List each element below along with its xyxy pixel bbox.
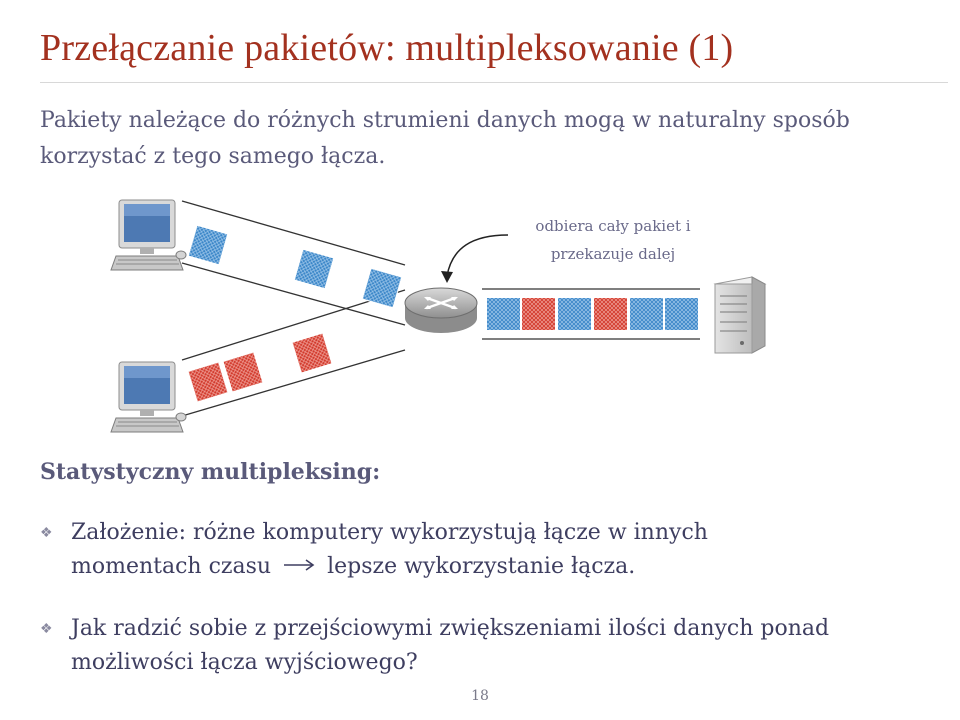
packet-red <box>594 298 627 330</box>
packet-blue <box>294 249 334 289</box>
multiplexing-diagram <box>0 190 960 450</box>
arrow-icon <box>447 235 508 276</box>
packet-blue <box>558 298 591 330</box>
lower-link-packets <box>188 333 332 402</box>
bullet-text-part3: lepsze wykorzystanie łącza. <box>327 554 636 579</box>
bullet-text-part2: momentach czasu <box>71 554 272 579</box>
bullet-text-part1: Założenie: różne komputery wykorzystują łącze w innych <box>71 520 708 545</box>
packet-red <box>188 362 228 402</box>
upper-link-packets <box>188 225 402 308</box>
implies-arrow-icon <box>282 558 316 572</box>
bullet-diamond-icon: ❖ <box>40 525 53 541</box>
packet-red <box>522 298 555 330</box>
router-callout <box>508 212 718 268</box>
slide-title: Przełączanie pakietów: multipleksowanie (1) <box>40 27 734 69</box>
title-divider <box>40 82 948 83</box>
bullet-text: Jak radzić sobie z przejściowymi zwiększeniami ilości danych ponad możliwości łącza wyjściowego? <box>71 616 830 675</box>
bullet-text <box>71 516 951 584</box>
packet-red <box>292 333 332 373</box>
callout-line-1: odbiera cały pakiet i <box>535 217 691 235</box>
packet-blue <box>188 225 228 265</box>
lower-link <box>182 290 405 416</box>
packet-blue <box>665 298 698 330</box>
computer-icon <box>111 200 186 270</box>
packet-red <box>223 352 263 392</box>
bullet-diamond-icon: ❖ <box>40 621 53 637</box>
router-icon <box>405 288 477 333</box>
computer-icon <box>111 362 186 432</box>
intro-text: Pakiety należące do różnych strumieni danych mogą w naturalny sposób korzystać z tego samego łącza. <box>40 108 850 169</box>
page-number: 18 <box>471 688 489 704</box>
packet-blue <box>487 298 520 330</box>
packet-blue <box>630 298 663 330</box>
output-link-packets <box>487 298 698 330</box>
callout-line-2: przekazuje dalej <box>550 245 676 263</box>
server-icon <box>715 277 765 353</box>
section-title: Statystyczny multipleksing: <box>40 459 381 485</box>
